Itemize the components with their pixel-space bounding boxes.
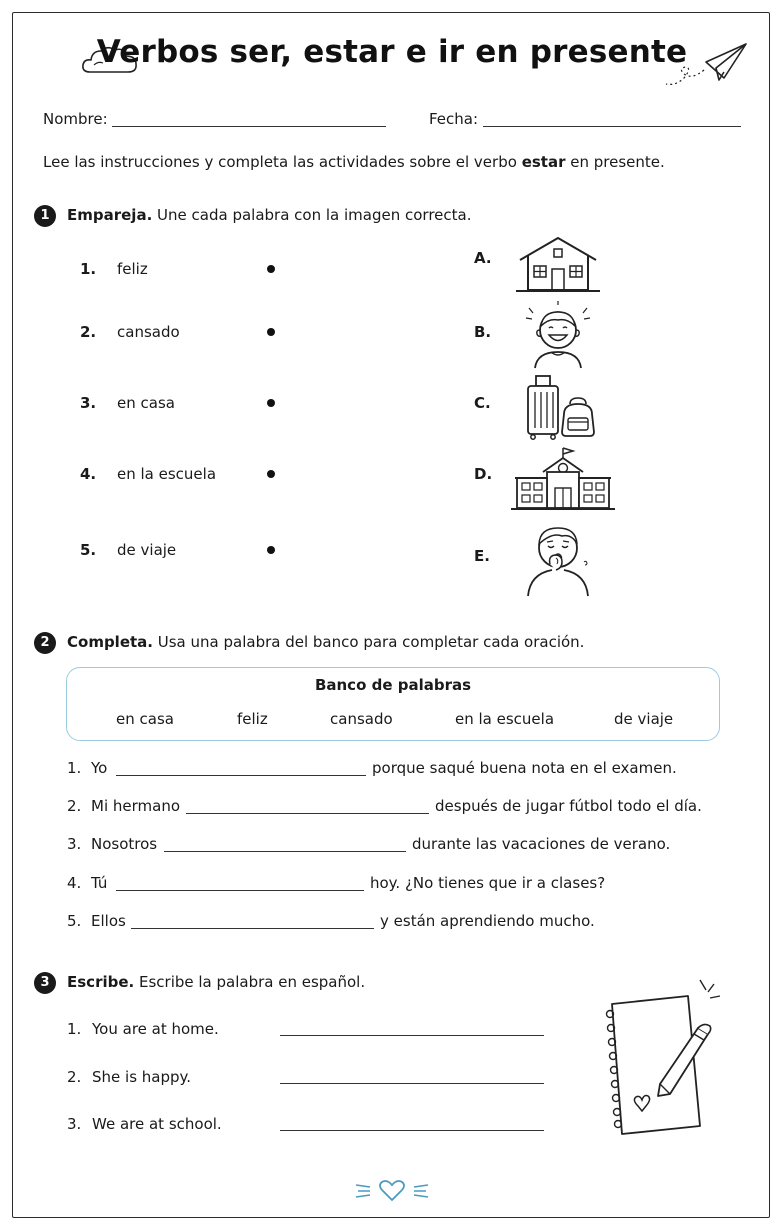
sentence-number-5: 5. [67,912,82,930]
match-dot-4[interactable] [267,470,275,478]
sentence-number-3: 3. [67,835,82,853]
paper-plane-icon [662,40,750,90]
image-letter-e: E. [474,547,490,565]
date-label: Fecha: [429,110,479,128]
match-number-2: 2. [80,323,97,341]
write-number-1: 1. [67,1020,82,1038]
sentence-number-2: 2. [67,797,82,815]
happy-boy-icon [521,300,595,370]
image-letter-c: C. [474,394,491,412]
write-text-2: She is happy. [92,1068,192,1086]
section3-number: 3 [34,972,56,994]
heart-icon [352,1177,432,1203]
match-number-3: 3. [80,394,97,412]
sentence-number-4: 4. [67,874,82,892]
sentence-end-4: hoy. ¿No tienes que ir a clases? [370,874,606,892]
match-word-3: en casa [117,394,175,412]
notebook-pencil-icon [596,976,722,1140]
match-dot-2[interactable] [267,328,275,336]
sentence-blank-3[interactable] [164,851,406,852]
section1-heading: Empareja. Une cada palabra con la imagen correcta. [67,206,472,224]
match-word-1: feliz [117,260,148,278]
name-line[interactable] [112,126,386,127]
image-letter-b: B. [474,323,492,341]
section3-heading: Escribe. Escribe la palabra en español. [67,973,366,991]
write-text-1: You are at home. [92,1020,219,1038]
sentence-start-2: Mi hermano [91,797,181,815]
sentence-start-5: Ellos [91,912,126,930]
match-number-5: 5. [80,541,97,559]
bank-word-1: en casa [116,710,174,728]
section2-heading: Completa. Usa una palabra del banco para completar cada oración. [67,633,585,651]
sentence-number-1: 1. [67,759,82,777]
word-bank-title: Banco de palabras [314,676,472,694]
sentence-blank-4[interactable] [116,890,364,891]
word-bank [66,667,720,741]
match-dot-3[interactable] [267,399,275,407]
name-label: Nombre: [43,110,108,128]
tired-boy-icon [522,518,594,598]
write-text-3: We are at school. [92,1115,222,1133]
write-blank-1[interactable] [280,1035,544,1036]
match-word-4: en la escuela [117,465,217,483]
instructions: Lee las instrucciones y completa las actividades sobre el verbo estar en presente. [43,153,665,171]
sentence-start-1: Yo [91,759,108,777]
match-number-1: 1. [80,260,97,278]
sentence-end-1: porque saqué buena nota en el examen. [372,759,677,777]
sentence-start-3: Nosotros [91,835,158,853]
sentence-end-5: y están aprendiendo mucho. [380,912,595,930]
image-letter-a: A. [474,249,492,267]
section1-number: 1 [34,205,56,227]
sentence-blank-5[interactable] [131,928,374,929]
worksheet-title: Verbos ser, estar e ir en presente [96,34,688,70]
sentence-start-4: Tú [91,874,108,892]
match-number-4: 4. [80,465,97,483]
school-icon [509,446,617,512]
match-dot-5[interactable] [267,546,275,554]
image-letter-d: D. [474,465,493,483]
sentence-end-3: durante las vacaciones de verano. [412,835,671,853]
write-number-2: 2. [67,1068,82,1086]
section2-number: 2 [34,632,56,654]
match-dot-1[interactable] [267,265,275,273]
sentence-blank-2[interactable] [186,813,429,814]
write-number-3: 3. [67,1115,82,1133]
bank-word-5: de viaje [614,710,674,728]
bank-word-4: en la escuela [455,710,555,728]
date-line[interactable] [483,126,741,127]
write-blank-2[interactable] [280,1083,544,1084]
house-icon [514,234,602,294]
bank-word-3: cansado [330,710,393,728]
bank-word-2: feliz [237,710,268,728]
write-blank-3[interactable] [280,1130,544,1131]
sentence-blank-1[interactable] [116,775,366,776]
luggage-icon [520,374,600,440]
sentence-end-2: después de jugar fútbol todo el día. [435,797,702,815]
match-word-2: cansado [117,323,180,341]
match-word-5: de viaje [117,541,177,559]
